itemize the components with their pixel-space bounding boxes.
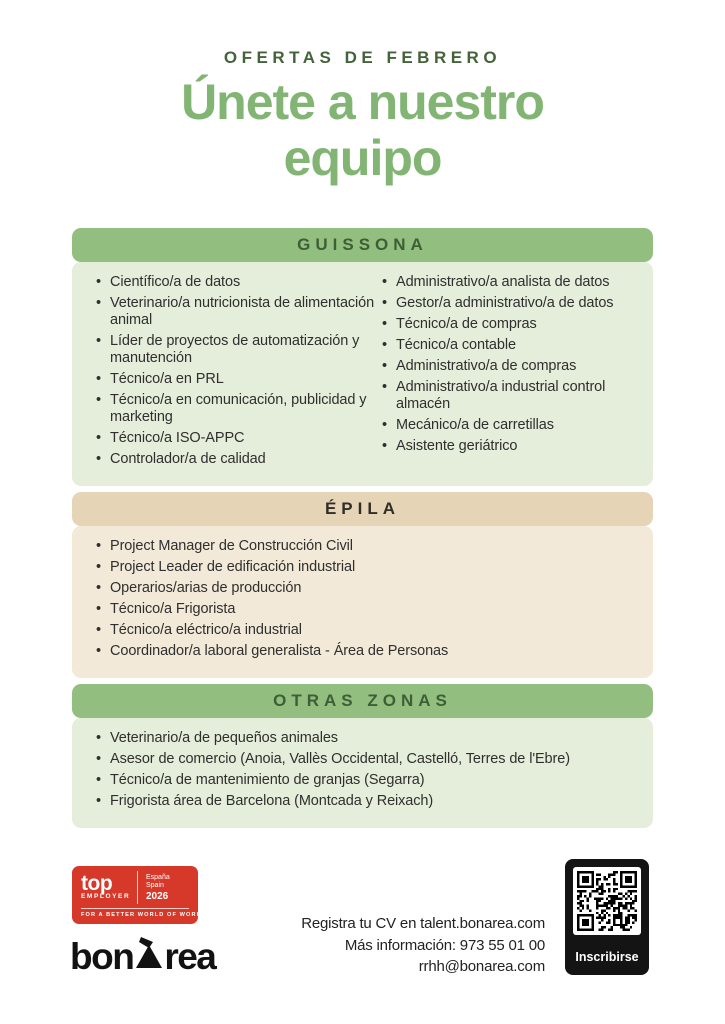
job-item: • Técnico/a contable [382,337,516,353]
section-epila-header: ÉPILA [72,492,653,526]
bullet-icon: • [382,438,387,454]
bullet-icon: • [96,392,101,408]
section-guissona [72,228,653,486]
top-employer-badge [72,866,202,924]
section-guissona-panel [72,262,653,486]
bullet-icon: • [382,274,387,290]
bullet-icon: • [96,772,101,788]
bullet-icon: • [382,316,387,332]
bonarea-logo [70,936,215,978]
job-item: • Project Leader de edificación industrial [96,559,356,575]
top-employer-year: 2026 [146,890,169,902]
bullet-icon: • [96,751,101,767]
bullet-icon: • [382,337,387,353]
section-otras-zonas-panel [72,718,653,828]
qr-block[interactable] [565,859,649,975]
section-epila [72,492,653,678]
job-item: • Veterinario/a de pequeños animales [96,730,338,746]
top-employer-country-block [138,871,189,904]
bullet-icon: • [382,295,387,311]
contact-block [260,913,545,978]
contact-line-email: rrhh@bonarea.com [418,958,545,975]
kicker: OFERTAS DE FEBRERO [223,48,502,67]
job-item: • Veterinario/a nutricionista de alimentación animal [96,295,375,328]
epila-job-list [94,538,631,660]
job-item: • Técnico/a en comunicación, publicidad y marketing [96,392,367,425]
job-item: • Asistente geriátrico [382,438,518,454]
job-item: • Mecánico/a de carretillas [382,417,554,433]
job-item: • Técnico/a de compras [382,316,537,332]
job-item: • Líder de proyectos de automatización y manutención [96,333,360,366]
section-otras-zonas-header: OTRAS ZONAS [72,684,653,718]
page-title-line1: Únete a nuestro [181,74,544,130]
bullet-icon: • [382,379,387,395]
top-employer-tagline: FOR A BETTER WORLD OF WORK [81,912,202,918]
qr-code [573,867,641,935]
section-guissona-header: GUISSONA [72,228,653,262]
job-item: • Técnico/a ISO-APPC [96,430,245,446]
job-item: • Asesor de comercio (Anoia, Vallès Occidental, Castelló, Terres de l'Ebre) [96,751,570,767]
job-item: • Administrativo/a de compras [382,358,577,374]
top-employer-divider [81,908,189,909]
guissona-job-list-right [380,274,631,472]
job-item: • Científico/a de datos [96,274,241,290]
contact-line-phone: Más información: 973 55 01 00 [344,936,545,954]
bullet-icon: • [96,601,101,617]
job-item: • Gestor/a administrativo/a de datos [382,295,614,311]
job-item: • Técnico/a en PRL [96,371,224,387]
bullet-icon: • [96,333,101,349]
job-item: • Operarios/arias de producción [96,580,302,596]
inscribirse-button[interactable]: Inscribirse [575,950,639,964]
bullet-icon: • [96,371,101,387]
section-otras-zonas [72,684,653,828]
top-employer-word: top [81,872,113,895]
top-employer-logo [81,871,138,904]
bullet-icon: • [96,274,101,290]
bullet-icon: • [96,295,101,311]
job-item: • Administrativo/a industrial control almacén [382,379,606,412]
bullet-icon: • [96,730,101,746]
top-employer-country-en: Spain [146,881,164,889]
bullet-icon: • [96,622,101,638]
bullet-icon: • [96,430,101,446]
bullet-icon: • [96,643,101,659]
bullet-icon: • [382,417,387,433]
guissona-job-list-left [94,274,380,472]
section-epila-panel [72,526,653,678]
job-item: • Técnico/a eléctrico/a industrial [96,622,302,638]
bullet-icon: • [96,793,101,809]
contact-line-cv: Registra tu CV en talent.bonarea.com [301,915,545,932]
job-item: • Controlador/a de calidad [96,451,266,467]
bullet-icon: • [96,580,101,596]
job-item: • Administrativo/a analista de datos [382,274,610,290]
bonarea-triangle-icon [135,937,163,969]
job-item: • Técnico/a Frigorista [96,601,236,617]
otras-zonas-job-list [94,730,631,810]
bullet-icon: • [96,451,101,467]
job-item: • Técnico/a de mantenimiento de granjas (Segarra) [96,772,425,788]
top-employer-badge-top [81,871,189,904]
top-employer-subword: EMPLOYER [81,893,131,900]
job-item: • Project Manager de Construcción Civil [96,538,353,554]
bonarea-logo-suffix: rea [164,936,216,977]
bullet-icon: • [96,538,101,554]
top-employer-country: España [146,873,170,881]
job-item: • Coordinador/a laboral generalista - Área de Personas [96,643,449,659]
page-title-line2: equipo [283,130,442,186]
job-item: • Frigorista área de Barcelona (Montcada y Reixach) [96,793,434,809]
bonarea-logo-prefix: bon [70,936,134,977]
bullet-icon: • [382,358,387,374]
bullet-icon: • [96,559,101,575]
page-title [0,74,725,186]
